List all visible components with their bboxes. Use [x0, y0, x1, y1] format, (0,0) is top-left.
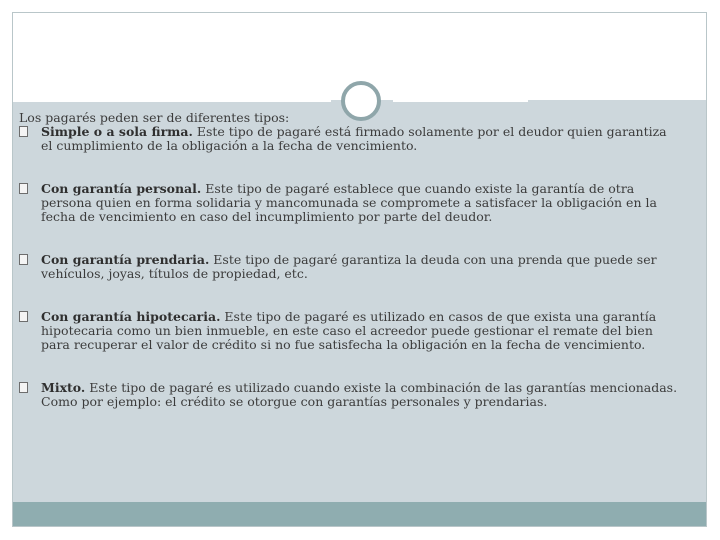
- item-text: Este tipo de pagaré establece que cuando existe la garantía de otra persona quien en forma solidaria y mancomunada se compromete a satisfacer la obligación en la fecha de vencimiento en caso del incumplimiento por parte del deudor.: [41, 181, 657, 224]
- bullet-icon: [19, 126, 28, 137]
- item-term: Con garantía personal.: [41, 181, 202, 196]
- item-text: Este tipo de pagaré es utilizado en casos de que exista una garantía hipotecaria como un bien inmueble, en este caso el acreedor puede gestionar el remate del bien para recuperar el valor de crédito si no fue satisfecha la obligación en la fecha de vencimiento.: [41, 309, 657, 352]
- item-text: Este tipo de pagaré está firmado solamente por el deudor quien garantiza el cumplimiento de la obligación a la fecha de vencimiento.: [41, 124, 667, 153]
- bullet-icon: [19, 382, 28, 393]
- bullet-icon: [19, 183, 28, 194]
- divider-left: [13, 100, 331, 102]
- list-item: [19, 253, 679, 281]
- list-item: [19, 381, 679, 409]
- slide-body: [19, 111, 679, 409]
- list-item: [19, 310, 679, 352]
- item-term: Con garantía hipotecaria.: [41, 309, 221, 324]
- item-text: Este tipo de pagaré garantiza la deuda con una prenda que puede ser vehículos, joyas, títulos de propiedad, etc.: [41, 252, 657, 281]
- item-text: Este tipo de pagaré es utilizado cuando existe la combinación de las garantías mencionadas. Como por ejemplo: el crédito se otorgue con garantías personales y prendarias.: [41, 380, 678, 409]
- intro-text: Los pagarés peden ser de diferentes tipos:: [19, 110, 290, 125]
- divider-right: [393, 100, 528, 102]
- item-term: Simple o a sola firma.: [41, 124, 193, 139]
- bullet-icon: [19, 311, 28, 322]
- footer-bar: [13, 502, 706, 526]
- list-item: [19, 125, 679, 153]
- item-term: Con garantía prendaria.: [41, 252, 210, 267]
- item-term: Mixto.: [41, 380, 86, 395]
- list-item: [19, 182, 679, 224]
- bullet-icon: [19, 254, 28, 265]
